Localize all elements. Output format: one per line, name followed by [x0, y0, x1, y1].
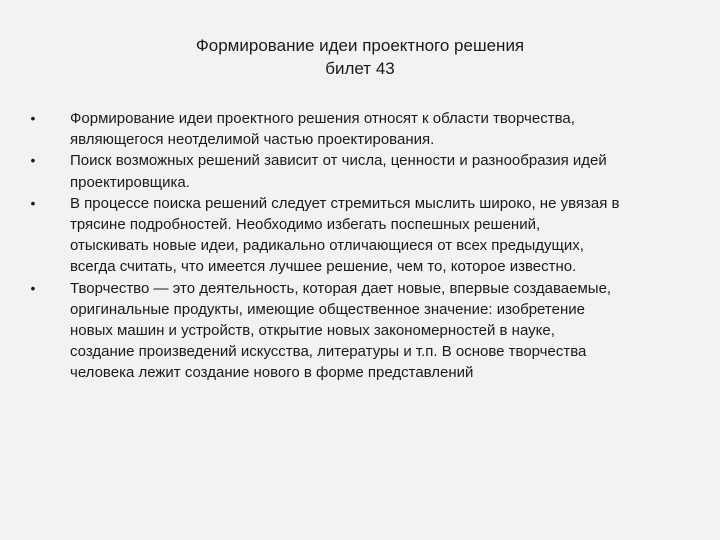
bullet-line: Поиск возможных решений зависит от числа, ценности и разнообразия идей — [70, 152, 607, 170]
bullet-item-1 — [28, 108, 690, 150]
title-line-2: билет 43 — [325, 59, 395, 78]
bullet-line: являющегося неотделимой частью проектирования. — [70, 131, 435, 149]
bullet-icon: • — [30, 110, 36, 126]
bullet-line: всегда считать, что имеется лучшее решение, чем то, которое известно. — [70, 258, 577, 276]
bullet-icon: • — [30, 152, 36, 169]
bullet-line: В процессе поиска решений следует стремиться мыслить широко, не увязая в — [70, 194, 620, 212]
bullet-icon: • — [30, 279, 36, 296]
bullet-line: человека лежит создание нового в форме представлений — [70, 364, 474, 382]
bullet-item-2 — [28, 150, 690, 192]
bullet-line: Формирование идеи проектного решения относят к области творчества, — [70, 110, 575, 127]
bullet-line: проектировщика. — [70, 173, 190, 191]
bullet-list — [28, 108, 690, 384]
bullet-line: Творчество — это деятельность, которая дает новые, впервые создаваемые, — [70, 279, 612, 297]
slide-title — [0, 34, 720, 80]
bullet-icon: • — [30, 194, 36, 211]
bullet-line: отыскивать новые идеи, радикально отличающиеся от всех предыдущих, — [70, 237, 584, 255]
bullet-line: создание произведений искусства, литературы и т.п. В основе творчества — [70, 343, 587, 361]
bullet-line: оригинальные продукты, имеющие общественное значение: изобретение — [70, 300, 585, 318]
title-line-1: Формирование идеи проектного решения — [195, 36, 525, 55]
bullet-item-4 — [28, 278, 690, 384]
bullet-line: трясине подробностей. Необходимо избегать поспешных решений, — [70, 216, 541, 234]
bullet-item-3 — [28, 193, 690, 278]
bullet-line: новых машин и устройств, открытие новых закономерностей в науке, — [70, 322, 555, 340]
